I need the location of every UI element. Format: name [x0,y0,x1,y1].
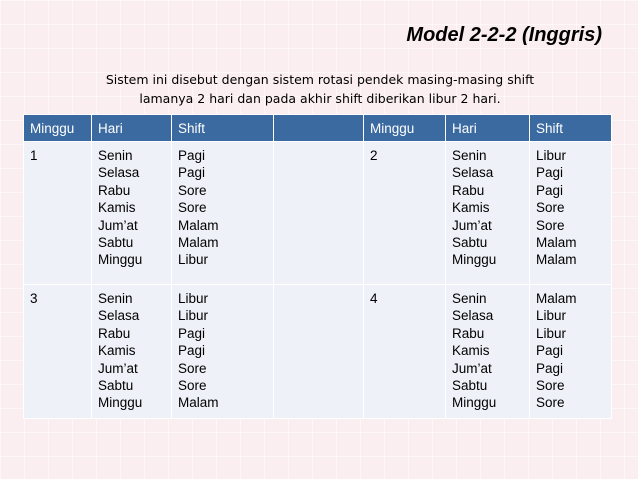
day: Jum’at [98,360,138,376]
shift: Sore [178,360,207,376]
shift: Sore [178,378,207,394]
shift: Malam [178,217,219,233]
shift-list [530,142,612,285]
shift: Pagi [536,343,564,359]
day: Rabu [452,325,485,341]
day: Minggu [452,252,497,268]
day-list [92,142,172,285]
shift-list [172,285,274,419]
shift: Sore [536,395,565,411]
header-week-right: Minggu [364,115,446,142]
description [90,70,550,108]
day: Rabu [98,325,131,341]
header-spacer [274,115,364,142]
day: Selasa [98,308,140,324]
table-row [24,285,612,419]
header-week-left: Minggu [24,115,92,142]
shift-list [530,285,612,419]
day: Kamis [452,343,490,359]
day: Kamis [98,200,136,216]
day: Senin [452,291,487,306]
table-row [24,142,612,285]
shift: Libur [178,308,209,324]
shift: Pagi [178,165,206,181]
day: Rabu [452,182,485,198]
shift: Pagi [536,360,564,376]
shift-schedule-table [23,114,612,419]
day: Sabtu [98,378,134,394]
shift: Libur [536,325,567,341]
day: Minggu [98,395,143,411]
shift: Malam [178,235,219,251]
day-list [446,285,530,419]
shift: Pagi [178,148,206,163]
shift: Sore [536,200,565,216]
shift: Pagi [536,182,564,198]
day: Sabtu [98,235,134,251]
header-day-right: Hari [446,115,530,142]
description-line: lamanya 2 hari dan pada akhir shift diberikan libur 2 hari. [139,91,501,106]
shift: Pagi [536,165,564,181]
day: Senin [98,148,133,163]
day: Selasa [452,308,494,324]
day-list [446,142,530,285]
shift: Pagi [178,325,206,341]
spacer-cell [274,142,364,285]
header-shift-left: Shift [172,115,274,142]
day: Sabtu [452,235,488,251]
week-number: 1 [24,142,92,285]
shift: Malam [536,252,577,268]
shift: Libur [178,291,209,306]
table-header-row [24,115,612,142]
day: Jum’at [452,217,492,233]
shift: Malam [536,235,577,251]
shift-list [172,142,274,285]
day: Kamis [98,343,136,359]
header-day-left: Hari [92,115,172,142]
day: Kamis [452,200,490,216]
shift: Libur [178,252,209,268]
description-line: Sistem ini disebut dengan sistem rotasi pendek masing-masing shift [105,72,535,87]
shift: Malam [178,395,219,411]
day: Jum’at [452,360,492,376]
week-number: 4 [364,285,446,419]
shift: Pagi [178,343,206,359]
day: Jum’at [98,217,138,233]
shift: Sore [178,200,207,216]
shift: Libur [536,308,567,324]
day: Senin [452,148,487,163]
shift: Sore [536,378,565,394]
day-list [92,285,172,419]
page-title: Model 2-2-2 (Inggris) [406,24,602,46]
day: Minggu [98,252,143,268]
shift: Libur [536,148,567,163]
shift: Sore [178,182,207,198]
shift: Malam [536,291,577,306]
header-shift-right: Shift [530,115,612,142]
day: Minggu [452,395,497,411]
day: Sabtu [452,378,488,394]
spacer-cell [274,285,364,419]
shift: Sore [536,217,565,233]
day: Senin [98,291,133,306]
day: Selasa [98,165,140,181]
day: Rabu [98,182,131,198]
day: Selasa [452,165,494,181]
week-number: 2 [364,142,446,285]
week-number: 3 [24,285,92,419]
